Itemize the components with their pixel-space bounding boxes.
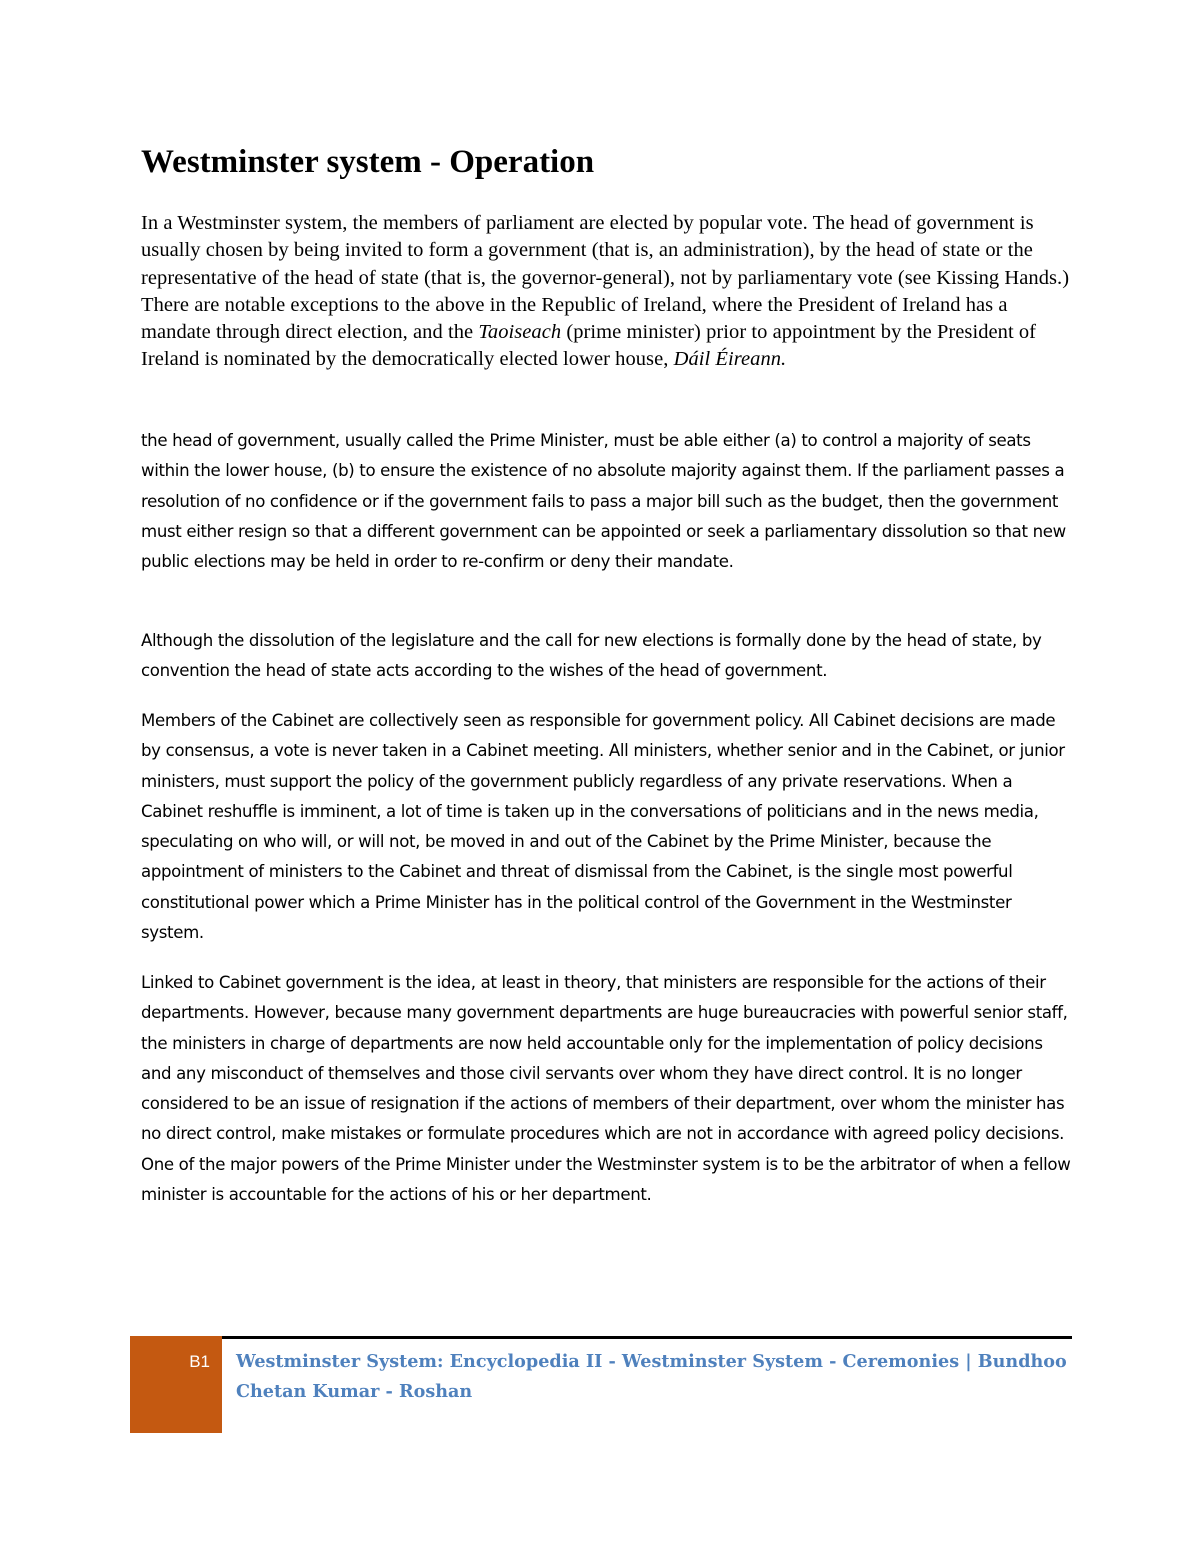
page-number: B1 [189, 1352, 210, 1371]
intro-text-part2: (prime minister) prior to appointment by the President of Ireland is nominated by the democratically elected lower house, [141, 321, 1037, 371]
paragraph-ministerial-responsibility: Linked to Cabinet government is the idea, at least in theory, that ministers are responsible for the actions of their departments. However, because many government departments are huge bureaucracies with powerful senior staff, the ministers in charge of departments are now held accountable only for the implementation of policy decisions and any misconduct of themselves and those civil servants over whom they have direct control. It is no longer considered to be an issue of resignation if the actions of members of their department, over whom the minister has no direct control, make mistakes or formulate procedures which are not in accordance with agreed policy decisions. One of the major powers of the Prime Minister under the Westminster system is to be the arbitrator of when a fellow minister is accountable for the actions of his or her department. [141, 973, 1071, 1205]
intro-italic-dail: Dáil Éireann. [673, 348, 787, 371]
paragraph-head-of-government: the head of government, usually called the Prime Minister, must be able either (a) to control a majority of seats within the lower house, (b) to ensure the existence of no absolute majority against them. If the parliament passes a resolution of no confidence or if the government fails to pass a major bill such as the budget, then the government must either resign so that a different government can be appointed or seek a parliamentary dissolution so that new public elections may be held in order to re-confirm or deny their mandate. [141, 431, 1066, 572]
footer-running-title: Westminster System: Encyclopedia II - Westminster System - Ceremonies | Bundhoo Chetan Kumar - Roshan [236, 1351, 1067, 1402]
footer-divider [222, 1336, 1072, 1339]
intro-italic-taoiseach: Taoiseach [478, 321, 562, 344]
paragraph-cabinet: Members of the Cabinet are collectively seen as responsible for government policy. All Cabinet decisions are made by consensus, a vote is never taken in a Cabinet meeting. All ministers, whether senior and in the Cabinet, or junior ministers, must support the policy of the government publicly regardless of any private reservations. When a Cabinet reshuffle is imminent, a lot of time is taken up in the conversations of politicians and in the news media, speculating on who will, or will not, be moved in and out of the Cabinet by the Prime Minister, because the appointment of ministers to the Cabinet and threat of dismissal from the Cabinet, is the single most powerful constitutional power which a Prime Minister has in the political control of the Government in the Westminster system. [141, 711, 1065, 943]
intro-text-part1: In a Westminster system, the members of parliament are elected by popular vote. The head of government is usually chosen by being invited to form a government (that is, an administration), by the head of state or the representative of the head of state (that is, the governor-general), not by parliamentary vote (see Kissing Hands.) There are notable exceptions to the above in the Republic of Ireland, where the President of Ireland has a mandate through direct election, and the [141, 212, 1070, 344]
document-title: Westminster system - Operation [141, 144, 595, 180]
paragraph-dissolution: Although the dissolution of the legislature and the call for new elections is formally done by the head of state, by convention the head of state acts according to the wishes of the head of government. [141, 631, 1042, 681]
intro-paragraph [141, 210, 1071, 374]
